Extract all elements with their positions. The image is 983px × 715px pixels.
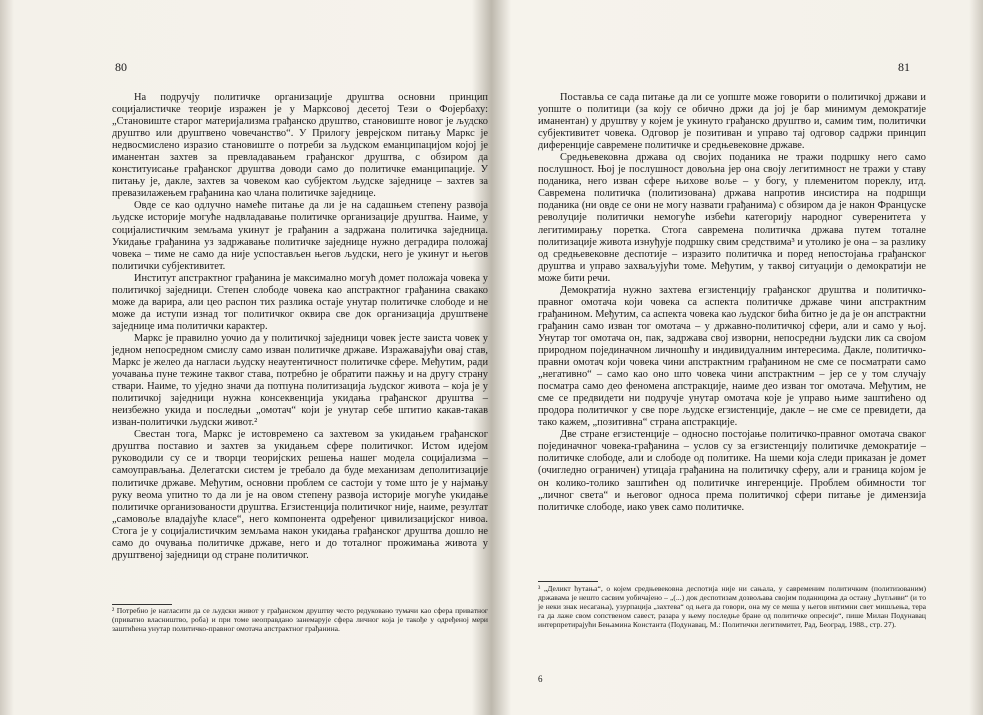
page-number-left: 80 (115, 60, 127, 74)
paragraph: Средњевековна држава од својих поданика не тражи подршку него само послушност. Њој је послушност довољна јер она своју легитимност не тражи у ставу поданика, него изван сфере њихове воље – у богу, у племенитом пореклу, итд. Савремена политичка (политизована) држава напротив инсистира на подршци поданика (ни овде се они не могу назвати грађанима) с обзиром да је након Француске револуције политички немогуће избећи категорију народног суверенитета у легитимирању поретка. Стога савремена политичка држава путем тоталне политизације живота изнуђује подршку свим средствима³ и утолико је она – за разлику од средњевековне деспотије – изразито политичка и поред непостојања грађанског друштва и управо захваљујући томе. Међутим, у таквој ситуацији о демократији не може бити речи. (538, 152, 926, 284)
paragraph: Постављa се сада питање да ли се уопште може говорити о политичкој држави и уопште о политици (за коју се обично држи да јој је бар минимум демократије иманентан) у друштву у којем је укинуто грађанско друштво и, самим тим, политички субјективитет човека. Одговор је позитиван и управо тај одговор садржи принцип диференције савремене политичке и средњевековне државе. (538, 92, 926, 152)
signature-mark: 6 (538, 674, 543, 684)
left-text-column (112, 92, 488, 562)
paragraph: Свестан тога, Маркс је истовремено са захтевом за укидањем грађанског друштва поставио и захтев за укидањем сфере политичког. Истом идејом руководили су се и творци теоријских решења нашег модела социјализма – самоуправљања. Делегатски систем је требало да буде механизам деполитизације политичке државе. Међутим, основни проблем се састоји у томе што је у најмању руку веома упитно то да ли је на овом степену развоја историје могуће укидање политичке организованости друштва. Егзистенција политичког није, наиме, резултат „самовоље владајуће класе“, него компонента одређеног цивилизацијског нивоа. Стога је у социјалистичким земљама након укидања грађанског друштва дошло не само до очувања политичке државе, него и до тоталног прожимања живота у друштвеној заједници од стране политичког. (112, 429, 488, 561)
right-text-column (538, 92, 926, 514)
page-number-right: 81 (898, 60, 910, 74)
footnote: ² Потребно је нагласити да се људски живот у грађанском друштву често редуковано тумачи као сфера приватног (приватно власништво, роба) и при томе неоправдано занемарује сфера личног која је такође у одређеној мери заштићена унутар политичко-правног омотача апстрактног грађанина. (112, 606, 488, 633)
paragraph: На подручју политичке организације друштва основни принцип социјалистичке теорије изражен је у Марксовој десетој Тези о Фојербаху: „Становиште старог материјализма грађанско друштво, становиште новог је људско друштво или друштвено човечанство“. У Прилогу јеврејском питању Маркс је недвосмислено изразио становиште о потреби за људском еманципацијом којој је иманентан захтев за превладавањем грађанског друштва, с обзиром да конституисање грађанског друштва доводи само до политичке еманципације. У питању је, дакле, захтев за човеком као субјектом људске заједнице – захтев за превазилажењем грађанина као члана политичке заједнице. (112, 92, 488, 200)
paragraph: Институт апстрактног грађанина је максимално могућ домет положаја човека у политичкој заједници. Степен слободе човека као апстрактног грађанина свакако може да варира, али цео распон тих разлика остаје унутар политичке слободе и не може да иступи изнад тог политичког оквира све док организација друштвене заједнице има политички карактер. (112, 272, 488, 332)
footnote-rule (112, 604, 172, 605)
paragraph: Демократија нужно захтева егзистенцију грађанског друштва и политичко-правног омотача који човека са аспекта политичке државе чини апстрактним грађанином. Међутим, са аспекта човека као људског бића битно је да је он апстрактни грађанин само изван тог омотача – у државно-политичкој сфери, али и само у њој. Унутар тог омотача он, пак, задржава свој изворни, непосредни људски лик са својом природном појединачном личношћу и индивидуалним интересима. Дакле, политичко-правни омотач који човека чини апстрактним грађанином не сме се посматрати само „негативно“ – само као оно што човека чини апстрактним – јер се у том случају посматра само део феномена апстракције, наиме део изван тог омотача. Међутим, не сме се предвидети ни подручје унутар омотача које је управо њиме заштићено од продора политичког у све поре људске егзистенције, дакле – не сме се превидети, да тако кажем, „позитивна“ страна апстракције. (538, 284, 926, 429)
paragraph: Маркс је правилно уочио да у политичкој заједници човек јесте заиста човек у једном непосредном смислу само изван политичке државе. Изражавајући овај став, Маркс је желео да нагласи људску неаутентичност политичке сфере. Међутим, ради уочавања пуне тежине таквог става, потребно је обратити пажњу и на другу страну ствари. Наиме, то уједно значи да потпуна политизација људског живота – која је у политичкој заједници нужна консеквенција укидања грађанског друштва – неизбежно укида и последњи „омотач“ који је унутар себе штитио какав-такав изван-политички људски живот.² (112, 332, 488, 429)
paragraph: Две стране егзистенције – односно постојање политичко-правног омотача сваког појединачног човека-грађанина – услов су за егзистенцију политичке демократије – политичке слободе, али и слободе од политике. На шеми која следи приказан је домет (очигледно ограничен) утицаја грађанина на политичку сферу, али и граница којом је он колико-толико заштићен од политичке ингеренције. Проблем обимности тог „личног света“ и његовог односа према политичкој сфери питање је димензија политичке слободе, иако увек само политичке. (538, 429, 926, 513)
footnote-rule (538, 581, 598, 582)
footnote: ³ „Деликт ћутања“, о којем средњевековна деспотија није ни сањала, у савременим политичким (политизованим) државама је нешто сасвим уобичајено – „(...) док деспотизам дозвољава својим поданицима да остану „ћутљиви“ (и то је неки знак несагања), узурпација „захтева“ од њега да говори, она му се меша у његов интимни свет мишљења, тера га да лаже свом сопственом савест, разара у њему последње бране од политичке опресије“, пише Милан Подунавац интерпретирајући Бењамина Константа (Подунавац, М.: Политички легитимитет, Рад, Београд, 1988., стр. 27). (538, 584, 926, 629)
left-page (0, 0, 490, 715)
paragraph: Овде се као одлучно намеће питање да ли је на садашњем степену развоја људске историје могуће надвладавање политичке организације друштва. Наиме, у социјалистичким земљама укинут је грађанин а задржана политичка заједница. Укидање грађанина уз задржавање политичке заједнице нужно деградира положај човека – тиме не само да није успостављен његов људски, него је укинут и његов политички субјективитет. (112, 200, 488, 272)
